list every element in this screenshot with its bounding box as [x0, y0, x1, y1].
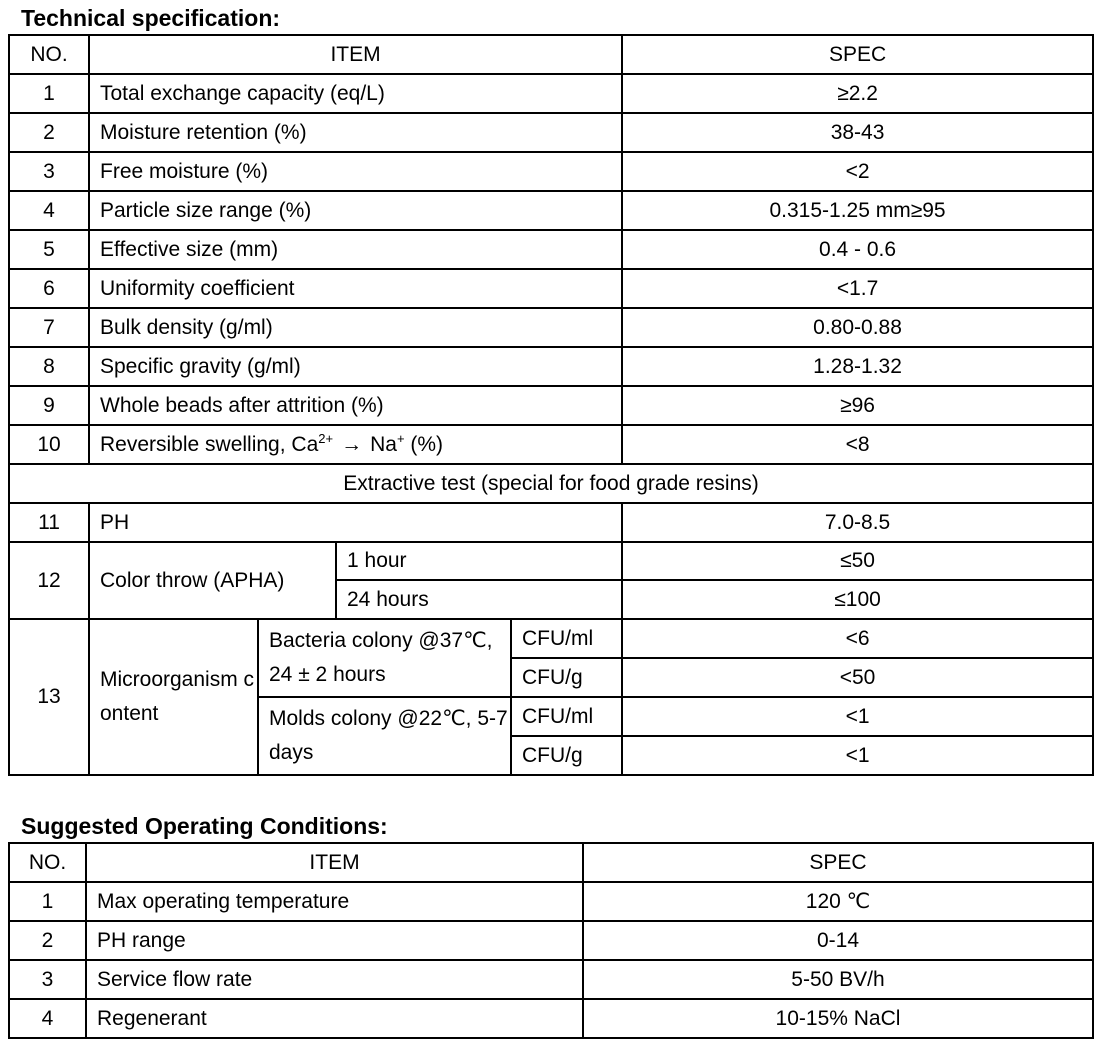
table-row — [9, 542, 1093, 580]
row-item: Moisture retention (%) — [89, 113, 622, 152]
table-header-row — [9, 35, 1093, 74]
table-row — [9, 347, 1093, 386]
row-spec: 0.80-0.88 — [622, 308, 1093, 347]
row-no: 3 — [9, 960, 86, 999]
row-item: Max operating temperature — [86, 882, 583, 921]
row-spec: 120 ℃ — [583, 882, 1093, 921]
swelling-text-b: Na — [370, 432, 397, 456]
table-row — [9, 386, 1093, 425]
table-row — [9, 191, 1093, 230]
operating-conditions-heading: Suggested Operating Conditions: — [21, 813, 388, 839]
row-spec: <8 — [622, 425, 1093, 464]
row-item: PH range — [86, 921, 583, 960]
row-spec: ≥96 — [622, 386, 1093, 425]
row-spec: <1 — [622, 697, 1093, 736]
row-spec: ≤50 — [622, 542, 1093, 580]
table-header-row — [9, 843, 1093, 882]
row-no: 2 — [9, 113, 89, 152]
table-row — [9, 960, 1093, 999]
row-spec: <1.7 — [622, 269, 1093, 308]
row-item: Bulk density (g/ml) — [89, 308, 622, 347]
row-item: Regenerant — [86, 999, 583, 1038]
row-no: 6 — [9, 269, 89, 308]
row-no: 7 — [9, 308, 89, 347]
header-no: NO. — [9, 843, 86, 882]
row-spec: ≥2.2 — [622, 74, 1093, 113]
row-spec: 7.0-8.5 — [622, 503, 1093, 542]
row-spec: <1 — [622, 736, 1093, 775]
swelling-sup-a: 2+ — [318, 430, 334, 446]
table-row — [9, 999, 1093, 1038]
row-item: Free moisture (%) — [89, 152, 622, 191]
row-item-swelling — [89, 425, 622, 464]
row-item: Total exchange capacity (eq/L) — [89, 74, 622, 113]
color-throw-sub-label: 24 hours — [336, 580, 622, 619]
unit-label: CFU/ml — [511, 619, 622, 658]
row-item-microorganism: Microorganism content — [89, 619, 258, 775]
row-item-color-throw: Color throw (APHA) — [89, 542, 336, 619]
row-item: Service flow rate — [86, 960, 583, 999]
swelling-text-a: Reversible swelling, Ca — [100, 432, 319, 456]
table-row — [9, 152, 1093, 191]
row-no: 11 — [9, 503, 89, 542]
molds-colony-label: Molds colony @22℃, 5-7 days — [258, 697, 511, 775]
row-item: PH — [89, 503, 622, 542]
table-row — [9, 619, 1093, 658]
row-no: 4 — [9, 191, 89, 230]
table-row — [9, 269, 1093, 308]
table-row — [9, 921, 1093, 960]
row-spec: 1.28-1.32 — [622, 347, 1093, 386]
header-no: NO. — [9, 35, 89, 74]
bacteria-colony-label: Bacteria colony @37℃, 24 ± 2 hours — [258, 619, 511, 697]
row-spec: 0.4 - 0.6 — [622, 230, 1093, 269]
row-item: Specific gravity (g/ml) — [89, 347, 622, 386]
swelling-text-c: (%) — [410, 432, 444, 456]
row-spec: <6 — [622, 619, 1093, 658]
swelling-sup-b: + — [396, 430, 405, 446]
header-item: ITEM — [86, 843, 583, 882]
operating-conditions-table — [8, 842, 1094, 1039]
row-no: 4 — [9, 999, 86, 1038]
technical-spec-heading: Technical specification: — [21, 5, 281, 31]
row-item: Particle size range (%) — [89, 191, 622, 230]
row-item: Uniformity coefficient — [89, 269, 622, 308]
row-spec: 0-14 — [583, 921, 1093, 960]
row-item: Effective size (mm) — [89, 230, 622, 269]
table-row — [9, 882, 1093, 921]
color-throw-sub-label: 1 hour — [336, 542, 622, 580]
row-no: 1 — [9, 882, 86, 921]
row-no: 1 — [9, 74, 89, 113]
extractive-test-heading: Extractive test (special for food grade resins) — [9, 464, 1093, 503]
table-row — [9, 113, 1093, 152]
row-no: 3 — [9, 152, 89, 191]
row-no: 13 — [9, 619, 89, 775]
row-no: 10 — [9, 425, 89, 464]
row-spec: 38-43 — [622, 113, 1093, 152]
header-spec: SPEC — [622, 35, 1093, 74]
row-spec: 0.315-1.25 mm≥95 — [622, 191, 1093, 230]
header-spec: SPEC — [583, 843, 1093, 882]
unit-label: CFU/g — [511, 658, 622, 697]
row-item: Whole beads after attrition (%) — [89, 386, 622, 425]
row-no: 5 — [9, 230, 89, 269]
row-spec: 5-50 BV/h — [583, 960, 1093, 999]
row-spec: <50 — [622, 658, 1093, 697]
unit-label: CFU/g — [511, 736, 622, 775]
unit-label: CFU/ml — [511, 697, 622, 736]
row-no: 2 — [9, 921, 86, 960]
table-row — [9, 425, 1093, 464]
row-no: 12 — [9, 542, 89, 619]
row-no: 9 — [9, 386, 89, 425]
row-spec: <2 — [622, 152, 1093, 191]
table-row — [9, 503, 1093, 542]
row-no: 8 — [9, 347, 89, 386]
right-arrow-icon: → — [341, 432, 363, 456]
row-spec: 10-15% NaCl — [583, 999, 1093, 1038]
table-row — [9, 308, 1093, 347]
table-row — [9, 230, 1093, 269]
row-spec: ≤100 — [622, 580, 1093, 619]
technical-spec-table — [8, 34, 1094, 776]
section-row — [9, 464, 1093, 503]
table-row — [9, 74, 1093, 113]
header-item: ITEM — [89, 35, 622, 74]
